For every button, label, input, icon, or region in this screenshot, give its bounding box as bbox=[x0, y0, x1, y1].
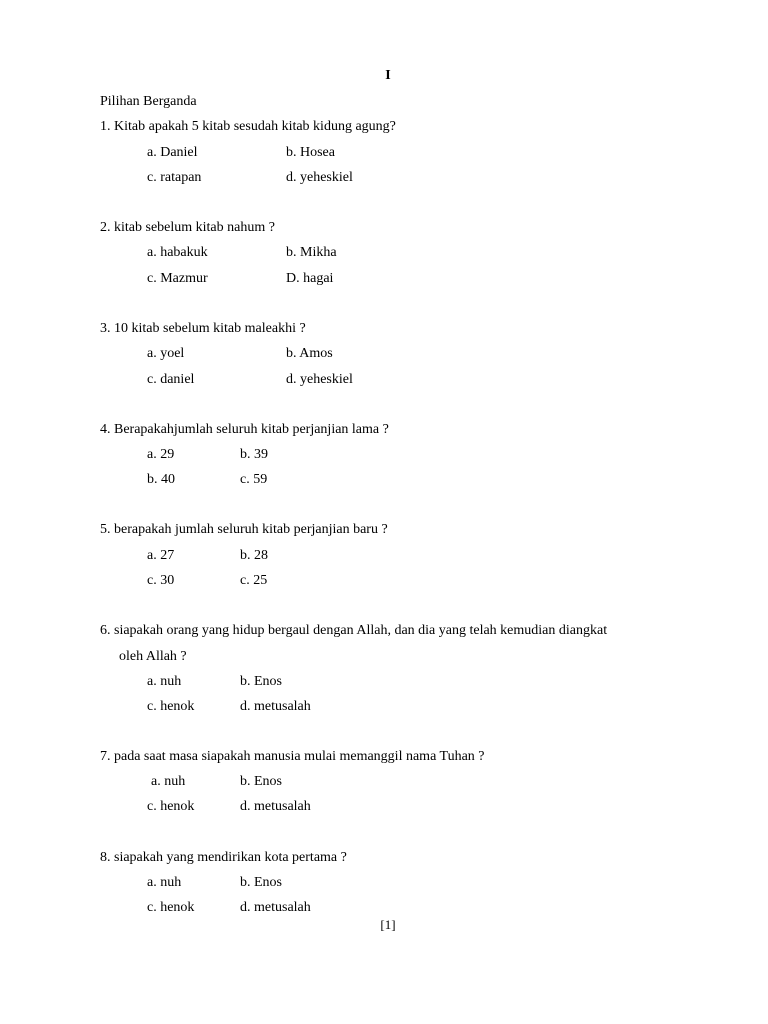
question-4-option-b: b. 39 bbox=[240, 447, 268, 462]
question-6-text: 6. siapakah orang yang hidup bergaul dengan Allah, dan dia yang telah kemudian diangkat bbox=[100, 623, 608, 638]
question-2-option-d: D. hagai bbox=[286, 271, 334, 286]
question-6-option-a: a. nuh bbox=[147, 674, 182, 689]
question-6-option-d: d. metusalah bbox=[240, 699, 311, 714]
question-2-option-a: a. habakuk bbox=[147, 245, 208, 260]
section-title: I bbox=[385, 68, 391, 83]
question-6-option-c: c. henok bbox=[147, 699, 195, 714]
question-5-option-b: b. 28 bbox=[240, 548, 268, 563]
page-number: [1] bbox=[380, 917, 396, 932]
question-7-option-a: a. nuh bbox=[151, 774, 186, 789]
question-4-option-d: c. 59 bbox=[240, 472, 268, 487]
question-3-option-b: b. Amos bbox=[286, 346, 333, 361]
question-7-option-c: c. henok bbox=[147, 799, 195, 814]
question-8-option-c: c. henok bbox=[147, 900, 195, 915]
question-4-text: 4. Berapakahjumlah seluruh kitab perjanjian lama ? bbox=[100, 422, 389, 437]
question-2-option-c: c. Mazmur bbox=[147, 271, 208, 286]
question-1-option-b: b. Hosea bbox=[286, 145, 335, 160]
question-4-option-c: b. 40 bbox=[147, 472, 175, 487]
question-1-text: 1. Kitab apakah 5 kitab sesudah kitab kidung agung? bbox=[100, 119, 396, 134]
question-5-option-c: c. 30 bbox=[147, 573, 175, 588]
question-7-text: 7. pada saat masa siapakah manusia mulai memanggil nama Tuhan ? bbox=[100, 749, 485, 764]
question-3-option-d: d. yeheskiel bbox=[286, 372, 353, 387]
question-1-option-c: c. ratapan bbox=[147, 170, 202, 185]
question-8-option-b: b. Enos bbox=[240, 875, 282, 890]
question-5-option-a: a. 27 bbox=[147, 548, 175, 563]
question-7-option-b: b. Enos bbox=[240, 774, 282, 789]
question-3-text: 3. 10 kitab sebelum kitab maleakhi ? bbox=[100, 321, 306, 336]
question-8-option-d: d. metusalah bbox=[240, 900, 311, 915]
question-8-option-a: a. nuh bbox=[147, 875, 182, 890]
question-2-text: 2. kitab sebelum kitab nahum ? bbox=[100, 220, 275, 235]
question-5-option-d: c. 25 bbox=[240, 573, 268, 588]
question-1-option-d: d. yeheskiel bbox=[286, 170, 353, 185]
question-6-option-b: b. Enos bbox=[240, 674, 282, 689]
question-5-text: 5. berapakah jumlah seluruh kitab perjanjian baru ? bbox=[100, 522, 388, 537]
question-3-option-a: a. yoel bbox=[147, 346, 185, 361]
question-2-option-b: b. Mikha bbox=[286, 245, 337, 260]
question-3-option-c: c. daniel bbox=[147, 372, 195, 387]
question-4-option-a: a. 29 bbox=[147, 447, 175, 462]
question-7-option-d: d. metusalah bbox=[240, 799, 311, 814]
question-1-option-a: a. Daniel bbox=[147, 145, 198, 160]
section-heading: Pilihan Berganda bbox=[100, 94, 197, 109]
question-8-text: 8. siapakah yang mendirikan kota pertama ? bbox=[100, 850, 347, 865]
question-6-continuation: oleh Allah ? bbox=[119, 649, 187, 664]
